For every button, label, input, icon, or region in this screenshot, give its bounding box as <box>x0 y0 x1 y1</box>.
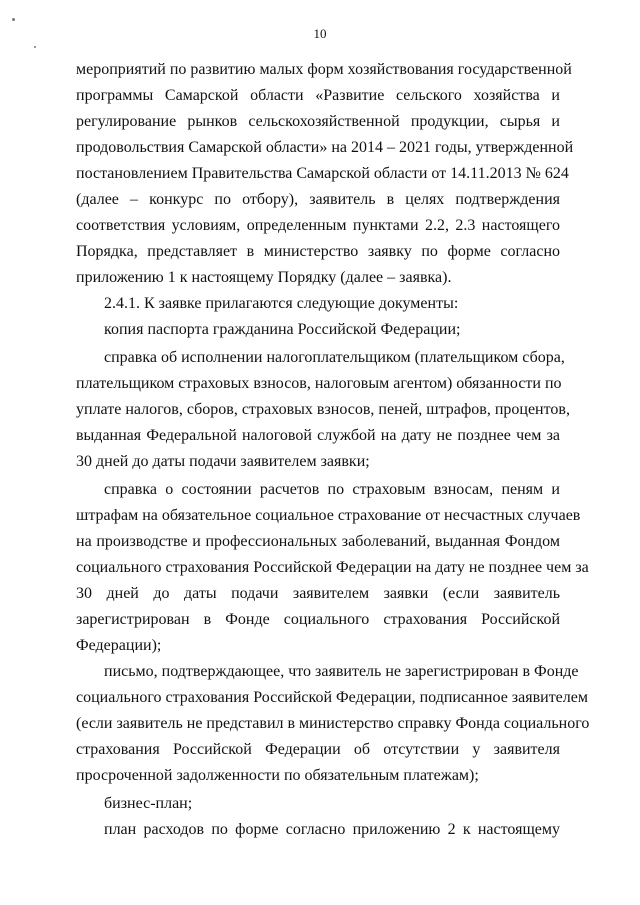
text-line: 30 дней до даты подачи заявителем заявки (если заявитель <box>76 585 560 602</box>
text-line: регулирование рынков сельскохозяйственной продукции, сырья и <box>76 113 560 130</box>
text-line: приложению 1 к настоящему Порядку (далее – заявка). <box>76 269 452 286</box>
text-line: просроченной задолженности по обязательным платежам); <box>76 767 479 784</box>
text-line: на производстве и профессиональных заболеваний, выданная Фондом <box>76 533 560 550</box>
text-line: Порядка, представляет в министерство заявку по форме согласно <box>76 243 560 260</box>
text-line: соответствия условиям, определенным пунктами 2.2, 2.3 настоящего <box>76 217 560 234</box>
text-line: мероприятий по развитию малых форм хозяйствования государственной <box>76 61 572 78</box>
text-line: (если заявитель не представил в министерство справку Фонда социального <box>76 715 590 732</box>
text-line: выданная Федеральной налоговой службой на дату не позднее чем за <box>76 427 560 444</box>
list-item: справка о состоянии расчетов по страховым взносам, пеням и <box>104 481 560 498</box>
list-item: копия паспорта гражданина Российской Федерации; <box>104 321 461 338</box>
text-line: штрафам на обязательное социальное страхование от несчастных случаев <box>76 507 581 524</box>
text-line: страхования Российской Федерации об отсутствии у заявителя <box>76 741 560 758</box>
text-line: постановлением Правительства Самарской области от 14.11.2013 № 624 <box>76 165 569 182</box>
text-line: зарегистрирован в Фонде социального страхования Российской <box>76 611 560 628</box>
scan-speck <box>12 18 15 21</box>
text-line: социального страхования Российской Федерации, подписанное заявителем <box>76 689 588 706</box>
text-line: плательщиком страховых взносов, налоговым агентом) обязанности по <box>76 375 562 392</box>
text-line: Федерации); <box>76 637 162 654</box>
section-heading: 2.4.1. К заявке прилагаются следующие документы: <box>104 295 459 312</box>
text-line: социального страхования Российской Федерации на дату не позднее чем за <box>76 559 589 576</box>
list-item: письмо, подтверждающее, что заявитель не зарегистрирован в Фонде <box>104 663 579 680</box>
list-item: план расходов по форме согласно приложению 2 к настоящему <box>104 821 560 838</box>
text-line: программы Самарской области «Развитие сельского хозяйства и <box>76 87 560 104</box>
text-line: 30 дней до даты подачи заявителем заявки; <box>76 453 370 470</box>
list-item: бизнес-план; <box>104 795 193 812</box>
list-item: справка об исполнении налогоплательщиком (плательщиком сбора, <box>104 349 565 366</box>
text-line: уплате налогов, сборов, страховых взносов, пеней, штрафов, процентов, <box>76 401 570 418</box>
text-line: продовольствия Самарской области» на 2014 – 2021 годы, утвержденной <box>76 139 574 156</box>
page-number: 10 <box>313 26 327 41</box>
scan-speck <box>34 46 36 48</box>
text-line: (далее – конкурс по отбору), заявитель в целях подтверждения <box>76 191 560 208</box>
